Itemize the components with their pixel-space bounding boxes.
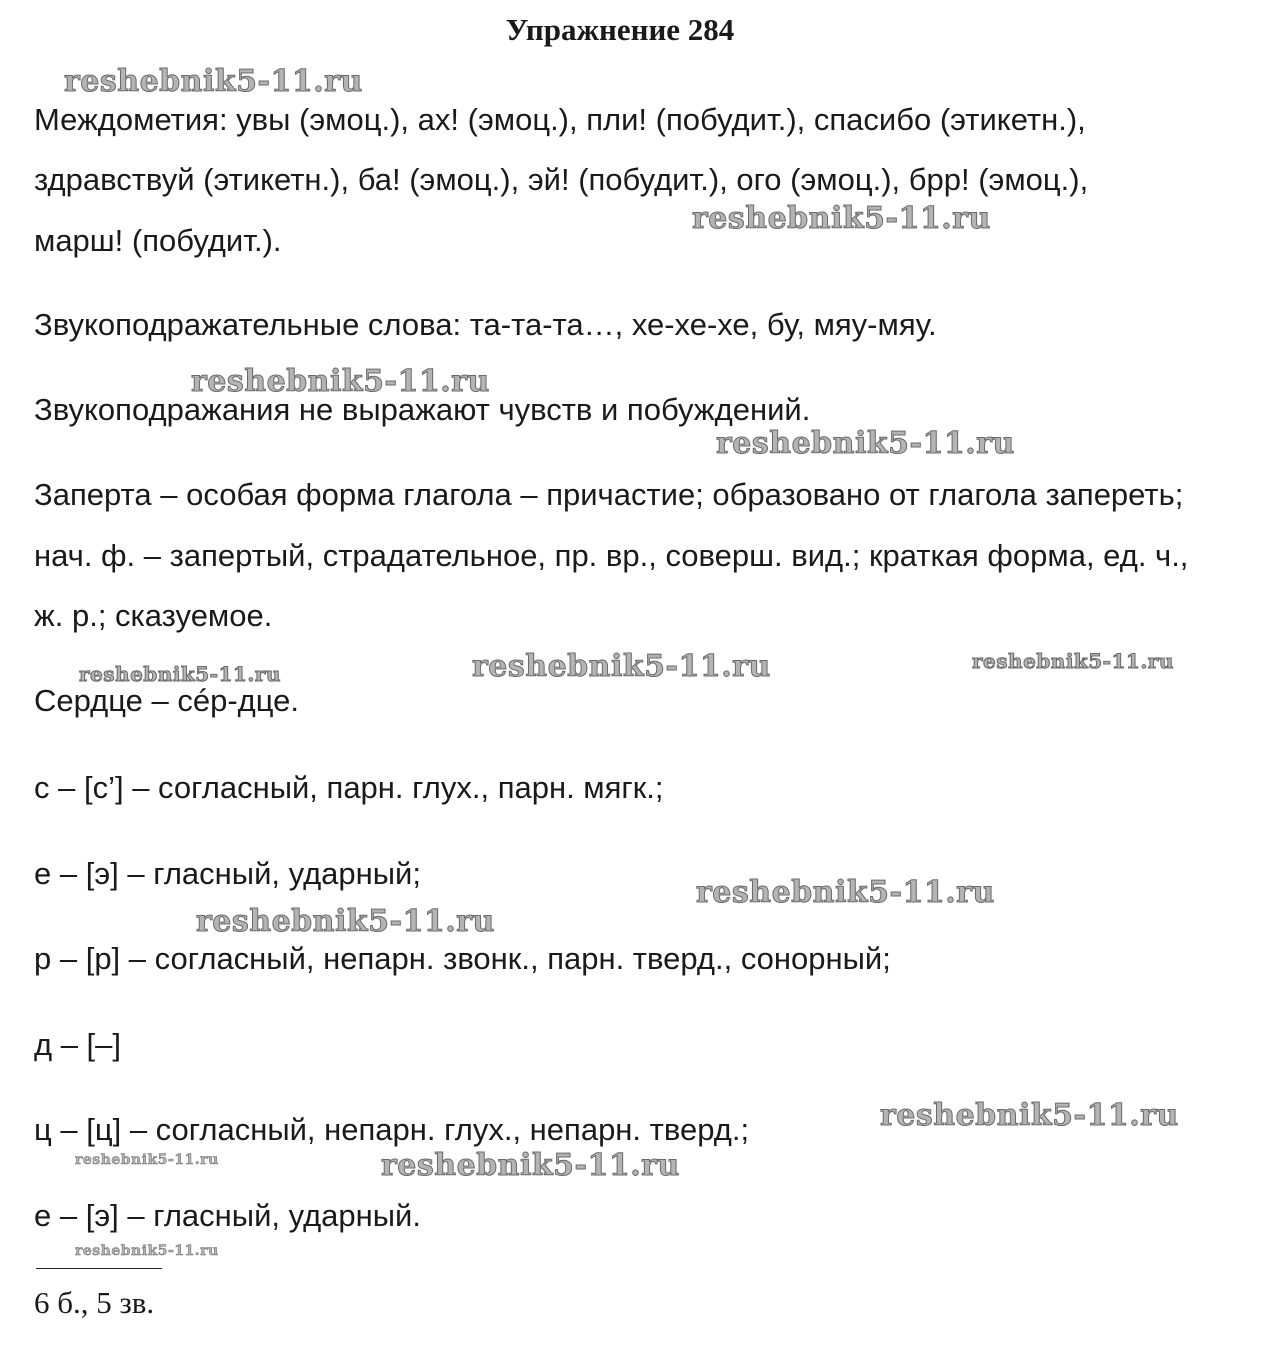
watermark: reshebnik5-11.ru [196, 904, 495, 939]
watermark: reshebnik5-11.ru [191, 364, 490, 399]
watermark: reshebnik5-11.ru [79, 662, 281, 686]
watermark: reshebnik5-11.ru [75, 1152, 219, 1168]
watermark: reshebnik5-11.ru [696, 875, 995, 910]
phonetic-word-line: Сердце – сéр-дце. [34, 683, 300, 718]
phonetic-e-line-1: е – [э] – гласный, ударный; [34, 856, 421, 891]
onomatopoeia-note: Звукоподражания не выражают чувств и побуждений. [34, 392, 811, 427]
watermark: reshebnik5-11.ru [75, 1243, 219, 1259]
watermark: reshebnik5-11.ru [472, 649, 771, 684]
phonetic-d-line: д – [–] [34, 1027, 122, 1062]
watermark: reshebnik5-11.ru [381, 1148, 680, 1183]
exercise-title: Упражнение 284 [505, 12, 735, 47]
footnote-rule [36, 1268, 162, 1269]
watermark: reshebnik5-11.ru [692, 201, 991, 236]
phonetic-ts-line: ц – [ц] – согласный, непарн. глух., непарн. тверд.; [34, 1112, 750, 1147]
phonetic-s-line: с – [с’] – согласный, парн. глух., парн. мягк.; [34, 770, 664, 805]
watermark: reshebnik5-11.ru [972, 649, 1174, 673]
interjections-line-3: марш! (побудит.). [34, 223, 282, 258]
participle-line-2: нач. ф. – запертый, страдательное, пр. вр., соверш. вид.; краткая форма, ед. ч., [34, 538, 1189, 573]
interjections-line-2: здравствуй (этикетн.), ба! (эмоц.), эй! (побудит.), ого (эмоц.), брр! (эмоц.), [34, 162, 1089, 197]
onomatopoeia-line: Звукоподражательные слова: та-та-та…, хе-хе-хе, бу, мяу-мяу. [34, 307, 937, 342]
participle-line-1: Заперта – особая форма глагола – причастие; образовано от глагола запереть; [34, 477, 1184, 512]
participle-line-3: ж. р.; сказуемое. [34, 598, 273, 633]
watermark: reshebnik5-11.ru [880, 1098, 1179, 1133]
letters-sounds-count: 6 б., 5 зв. [34, 1285, 155, 1320]
watermark: reshebnik5-11.ru [64, 64, 363, 99]
watermark: reshebnik5-11.ru [716, 426, 1015, 461]
interjections-line-1: Междометия: увы (эмоц.), ах! (эмоц.), пли! (побудит.), спасибо (этикетн.), [34, 102, 1086, 137]
phonetic-e-line-2: е – [э] – гласный, ударный. [34, 1198, 421, 1233]
phonetic-r-line: р – [р] – согласный, непарн. звонк., парн. тверд., сонорный; [34, 941, 891, 976]
